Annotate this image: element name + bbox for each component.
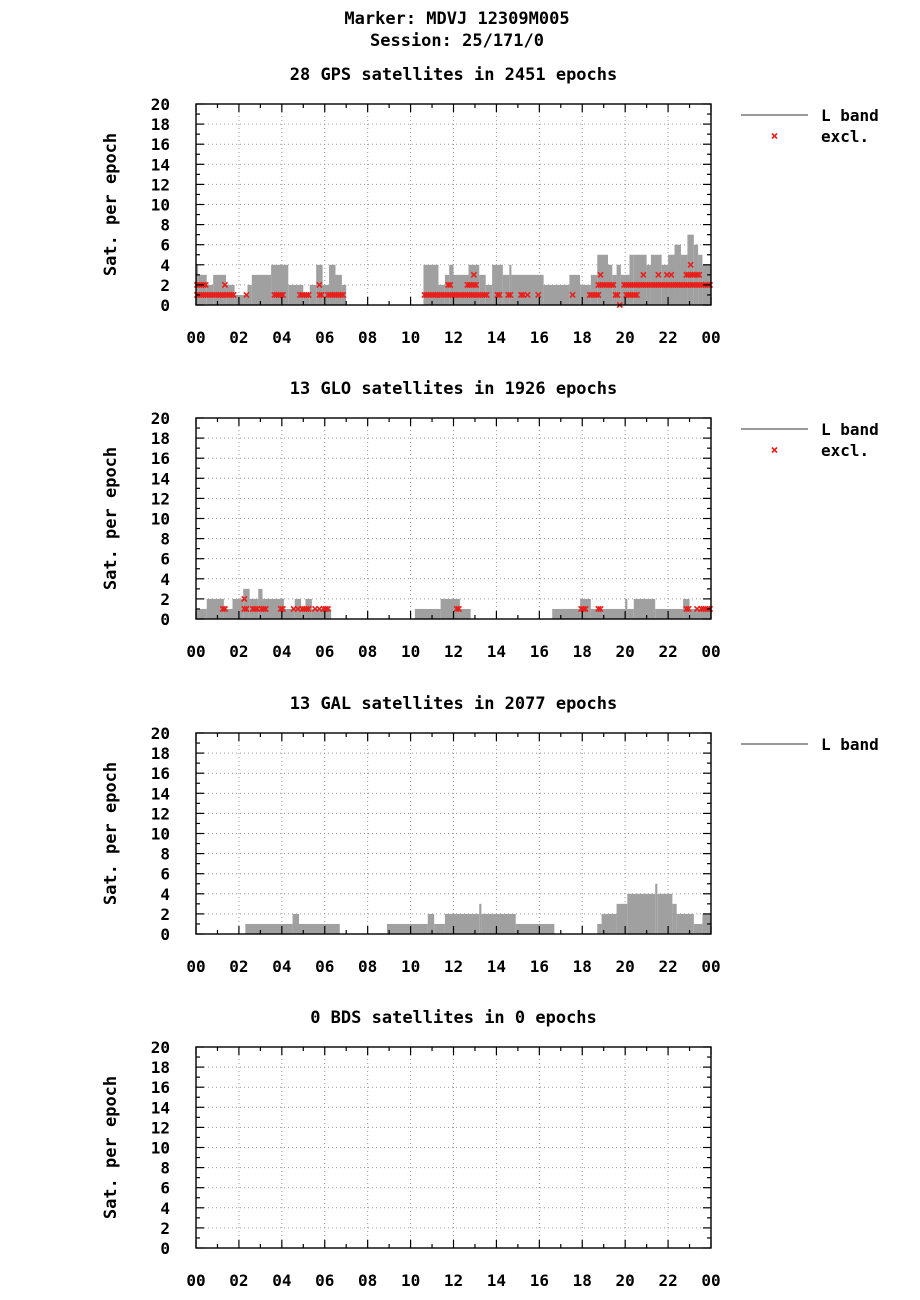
x-tick-label: 22 <box>658 642 678 661</box>
x-tick-label: 04 <box>272 642 292 661</box>
band-bar <box>516 924 555 934</box>
x-tick-label: 00 <box>186 642 206 661</box>
x-tick-label: 20 <box>615 1271 635 1290</box>
band-bar <box>687 235 693 305</box>
x-tick-label: 20 <box>615 642 635 661</box>
legend-label: L band <box>821 420 879 439</box>
x-tick-label: 18 <box>572 642 592 661</box>
x-tick-label: 18 <box>572 328 592 347</box>
y-tick-label: 14 <box>150 784 170 804</box>
band-bar <box>479 904 481 934</box>
y-tick-label: 20 <box>150 1038 170 1057</box>
band-bar <box>668 255 674 305</box>
x-tick-label: 10 <box>400 1271 421 1290</box>
y-axis-label: Sat. per epoch <box>101 132 121 277</box>
band-bar <box>634 255 647 305</box>
band-bar <box>454 275 469 305</box>
band-bar <box>299 924 340 934</box>
y-tick-label: 0 <box>160 1239 170 1258</box>
x-tick-label: 16 <box>529 328 549 347</box>
y-tick-label: 12 <box>150 1118 170 1138</box>
y-tick-label: 2 <box>160 275 170 295</box>
band-bar <box>655 609 683 619</box>
x-tick-label: 06 <box>315 957 335 976</box>
y-axis-label: Sat. per epoch <box>101 761 121 906</box>
band-bar <box>677 914 694 934</box>
band-bar <box>569 275 580 305</box>
x-tick-label: 16 <box>529 642 549 661</box>
band-bar <box>657 894 672 934</box>
x-tick-label: 06 <box>315 328 335 347</box>
band-bar <box>198 275 207 305</box>
x-tick-label: 00 <box>701 1271 721 1290</box>
session-header: Session: 25/171/0 <box>370 31 544 51</box>
x-tick-label: 12 <box>443 957 464 976</box>
band-bar <box>232 599 243 619</box>
y-tick-label: 8 <box>160 1158 170 1178</box>
band-bar <box>434 924 445 934</box>
y-tick-label: 6 <box>160 549 170 569</box>
y-tick-label: 14 <box>150 155 170 175</box>
y-tick-label: 0 <box>160 610 170 629</box>
band-bar <box>479 275 485 305</box>
x-tick-label: 16 <box>529 957 549 976</box>
y-tick-label: 0 <box>160 296 170 315</box>
x-tick-label: 14 <box>486 642 507 661</box>
chart-panel-gal <box>101 694 879 976</box>
x-tick-label: 06 <box>315 1271 335 1290</box>
y-tick-label: 8 <box>160 529 170 549</box>
y-tick-label: 10 <box>150 195 170 215</box>
x-tick-label: 20 <box>615 328 635 347</box>
x-tick-label: 22 <box>658 1271 678 1290</box>
band-bar <box>460 609 471 619</box>
legend-label: excl. <box>821 127 870 146</box>
x-tick-label: 00 <box>186 1271 206 1290</box>
x-tick-label: 08 <box>358 1271 378 1290</box>
band-bar <box>675 245 681 305</box>
x-tick-label: 00 <box>186 957 206 976</box>
y-tick-label: 14 <box>150 1098 170 1118</box>
marker-header: Marker: MDVJ 12309M005 <box>344 9 570 29</box>
x-tick-label: 02 <box>229 642 249 661</box>
band-bar <box>423 265 438 305</box>
band-bar <box>604 609 625 619</box>
y-tick-label: 0 <box>160 925 170 944</box>
y-tick-label: 8 <box>160 844 170 864</box>
y-tick-label: 20 <box>150 409 170 428</box>
x-tick-label: 02 <box>229 328 249 347</box>
y-tick-label: 12 <box>150 489 170 509</box>
chart-title: 13 GLO satellites in 1926 epochs <box>289 379 618 399</box>
band-bar <box>655 884 657 934</box>
band-bar <box>634 599 655 619</box>
chart-panels <box>101 65 879 1290</box>
y-tick-label: 20 <box>150 724 170 743</box>
x-tick-label: 12 <box>443 1271 464 1290</box>
x-tick-label: 14 <box>486 328 507 347</box>
band-bar <box>681 255 687 305</box>
y-axis-label: Sat. per epoch <box>101 446 121 591</box>
band-bar <box>612 275 616 305</box>
band-bar <box>248 285 252 305</box>
x-tick-label: 06 <box>315 642 335 661</box>
legend-label: L band <box>821 735 879 754</box>
legend-label: L band <box>821 106 879 125</box>
y-tick-label: 6 <box>160 235 170 255</box>
y-tick-label: 16 <box>150 764 170 784</box>
band-bar <box>698 255 702 305</box>
x-tick-label: 14 <box>486 1271 507 1290</box>
x-tick-label: 02 <box>229 1271 249 1290</box>
y-tick-label: 10 <box>150 824 170 844</box>
band-bar <box>207 599 224 619</box>
chart-panel-glo <box>101 379 879 661</box>
band-bar <box>258 589 262 619</box>
x-tick-label: 16 <box>529 1271 549 1290</box>
x-tick-label: 00 <box>701 328 721 347</box>
chart-title: 28 GPS satellites in 2451 epochs <box>289 65 618 85</box>
x-tick-label: 00 <box>701 957 721 976</box>
band-bar <box>591 275 597 305</box>
y-tick-label: 18 <box>150 115 170 135</box>
y-tick-label: 12 <box>150 175 170 195</box>
band-bar <box>445 914 479 934</box>
y-tick-label: 16 <box>150 1078 170 1098</box>
y-tick-label: 18 <box>150 744 170 764</box>
y-tick-label: 6 <box>160 1178 170 1198</box>
band-bar <box>387 924 428 934</box>
band-bar <box>672 904 676 934</box>
y-tick-label: 18 <box>150 1058 170 1078</box>
band-bar <box>552 609 580 619</box>
x-tick-label: 22 <box>658 957 678 976</box>
band-bar <box>445 275 449 305</box>
x-tick-label: 10 <box>400 328 421 347</box>
band-bar <box>617 265 621 305</box>
y-tick-label: 10 <box>150 1138 170 1158</box>
band-bar <box>597 924 601 934</box>
x-tick-label: 00 <box>701 642 721 661</box>
x-tick-label: 08 <box>358 328 378 347</box>
y-tick-label: 2 <box>160 1218 170 1238</box>
band-bar <box>329 265 335 305</box>
band-bar <box>252 275 271 305</box>
y-tick-label: 2 <box>160 589 170 609</box>
y-tick-label: 12 <box>150 804 170 824</box>
x-tick-label: 10 <box>400 957 421 976</box>
band-bar <box>293 914 299 934</box>
y-tick-label: 6 <box>160 864 170 884</box>
x-tick-label: 10 <box>400 642 421 661</box>
legend-marker-swatch <box>772 448 777 453</box>
band-bar <box>481 914 515 934</box>
chart-panel-gps <box>101 65 879 347</box>
x-tick-label: 08 <box>358 957 378 976</box>
y-tick-label: 4 <box>160 1198 170 1218</box>
band-bar <box>492 265 503 305</box>
band-bar <box>428 914 434 934</box>
band-bar <box>694 924 703 934</box>
band-bar <box>245 924 292 934</box>
x-tick-label: 02 <box>229 957 249 976</box>
x-tick-label: 12 <box>443 642 464 661</box>
x-tick-label: 04 <box>272 328 292 347</box>
band-bar <box>243 589 249 619</box>
x-tick-label: 20 <box>615 957 635 976</box>
chart-panel-bds <box>101 1008 721 1290</box>
y-tick-label: 10 <box>150 509 170 529</box>
y-tick-label: 18 <box>150 429 170 449</box>
band-bar <box>335 275 341 305</box>
band-bar <box>415 609 441 619</box>
x-tick-label: 18 <box>572 957 592 976</box>
band-bar <box>627 609 633 619</box>
band-bar <box>509 265 511 305</box>
band-bar <box>651 255 662 305</box>
x-tick-label: 00 <box>186 328 206 347</box>
y-axis-label: Sat. per epoch <box>101 1075 121 1220</box>
band-bar <box>310 285 316 305</box>
band-bar <box>544 285 570 305</box>
x-tick-label: 08 <box>358 642 378 661</box>
y-tick-label: 16 <box>150 449 170 469</box>
band-bar <box>271 265 288 305</box>
x-tick-label: 04 <box>272 1271 292 1290</box>
band-bar <box>196 609 207 619</box>
y-tick-label: 4 <box>160 255 170 275</box>
legend-marker-swatch <box>772 134 777 139</box>
x-tick-label: 22 <box>658 328 678 347</box>
y-tick-label: 4 <box>160 884 170 904</box>
x-tick-label: 18 <box>572 1271 592 1290</box>
x-tick-label: 12 <box>443 328 464 347</box>
chart-title: 13 GAL satellites in 2077 epochs <box>289 694 618 714</box>
x-tick-label: 04 <box>272 957 292 976</box>
band-bar <box>627 894 655 934</box>
legend-label: excl. <box>821 441 870 460</box>
y-tick-label: 16 <box>150 135 170 155</box>
y-tick-label: 2 <box>160 904 170 924</box>
y-tick-label: 8 <box>160 215 170 235</box>
y-tick-label: 20 <box>150 95 170 114</box>
y-tick-label: 4 <box>160 569 170 589</box>
y-tick-label: 14 <box>150 469 170 489</box>
band-bar <box>213 275 226 305</box>
band-bar <box>503 275 509 305</box>
x-tick-label: 14 <box>486 957 507 976</box>
chart-title: 0 BDS satellites in 0 epochs <box>310 1008 597 1028</box>
